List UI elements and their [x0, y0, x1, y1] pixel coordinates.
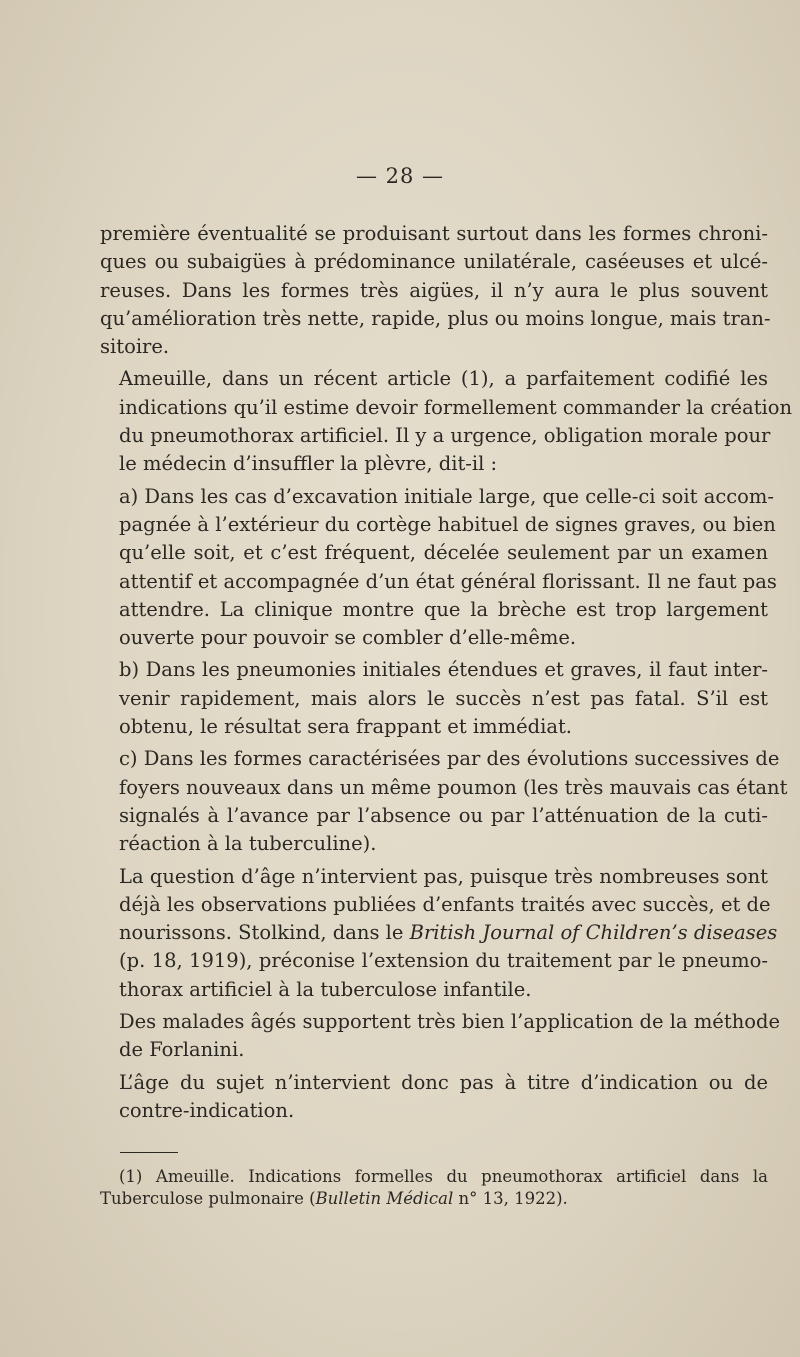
text-segment: Tuberculose pulmonaire ( [100, 1189, 316, 1208]
footnote [100, 1166, 768, 1210]
text-line: déjà les observations publiées d’enfants traités avec succès, et de [119, 892, 771, 916]
text-line: réaction à la tuberculine). [119, 832, 377, 856]
paragraph [100, 1069, 768, 1126]
text-line: pagnée à l’extérieur du cortège habituel de signes graves, ou bien [119, 512, 776, 536]
text-line: La question d’âge n’intervient pas, puisque très nombreuses sont [119, 864, 768, 888]
text-line: reuses. Dans les formes très aigües, il n’y aura le plus souvent [100, 278, 768, 302]
text-line: foyers nouveaux dans un même poumon (les très mauvais cas étant [119, 775, 788, 799]
bulletin-title: Bulletin Médical [315, 1189, 454, 1208]
text-segment: n° 13, 1922). [453, 1189, 568, 1208]
text-line: Des malades âgés supportent très bien l’application de la méthode [119, 1010, 781, 1034]
paragraph [100, 745, 788, 858]
text-line: le médecin d’insuffler la plèvre, dit-il : [119, 452, 498, 476]
footnote-line [100, 1188, 768, 1210]
text-line: b) Dans les pneumonies initiales étendues et graves, il faut inter- [119, 658, 768, 682]
text-line: du pneumothorax artificiel. Il y a urgence, obligation morale pour [119, 424, 771, 448]
text-line: de Forlanini. [119, 1038, 245, 1062]
paragraph [100, 863, 778, 1004]
text-line: indications qu’il estime devoir formellement commander la création [119, 395, 793, 419]
paragraph [100, 483, 777, 653]
text-line: attentif et accompagnée d’un état général florissant. Il ne faut pas [119, 569, 777, 593]
footnote-line: (1) Ameuille. Indications formelles du pneumothorax artificiel dans la [119, 1167, 768, 1186]
page-number: — 28 — [355, 164, 445, 188]
text-line: qu’elle soit, et c’est fréquent, décelée seulement par un examen [119, 541, 768, 565]
text-line: signalés à l’avance par l’absence ou par l’atténuation de la cuti- [119, 803, 768, 827]
text-line: L’âge du sujet n’intervient donc pas à titre d’indication ou de [119, 1070, 768, 1094]
paragraph [100, 1008, 781, 1065]
text-line: a) Dans les cas d’excavation initiale large, que celle-ci soit accom- [119, 484, 774, 508]
paragraph [100, 365, 793, 478]
text-line: première éventualité se produisant surtout dans les formes chroni- [100, 222, 768, 245]
paragraph [100, 656, 768, 741]
text-segment: nourissons. Stolkind, dans le [119, 921, 410, 945]
text-line: thorax artificiel à la tuberculose infantile. [119, 977, 532, 1001]
text-line: attendre. La clinique montre que la brèche est trop largement [119, 597, 768, 621]
paragraph [100, 220, 771, 361]
text-line: ques ou subaigües à prédominance unilatérale, caséeuses et ulcé- [100, 250, 768, 274]
text-line: ouverte pour pouvoir se combler d’elle-même. [119, 626, 577, 650]
journal-title: British Journal of Children’s diseases [409, 921, 778, 945]
text-line: c) Dans les formes caractérisées par des évolutions successives de [119, 747, 780, 771]
text-line: contre-indication. [119, 1098, 295, 1122]
text-line: Ameuille, dans un récent article (1), a parfaitement codifié les [119, 367, 768, 391]
text-line: sitoire. [100, 335, 170, 359]
body-text [100, 220, 793, 1129]
footnote-rule [120, 1152, 178, 1153]
text-line: (p. 18, 1919), préconise l’extension du traitement par le pneumo- [119, 949, 768, 973]
text-line: qu’amélioration très nette, rapide, plus ou moins longue, mais tran- [100, 306, 771, 330]
text-line: obtenu, le résultat sera frappant et immédiat. [119, 715, 573, 739]
text-line [100, 919, 778, 947]
text-line: venir rapidement, mais alors le succès n’est pas fatal. S’il est [119, 686, 768, 710]
